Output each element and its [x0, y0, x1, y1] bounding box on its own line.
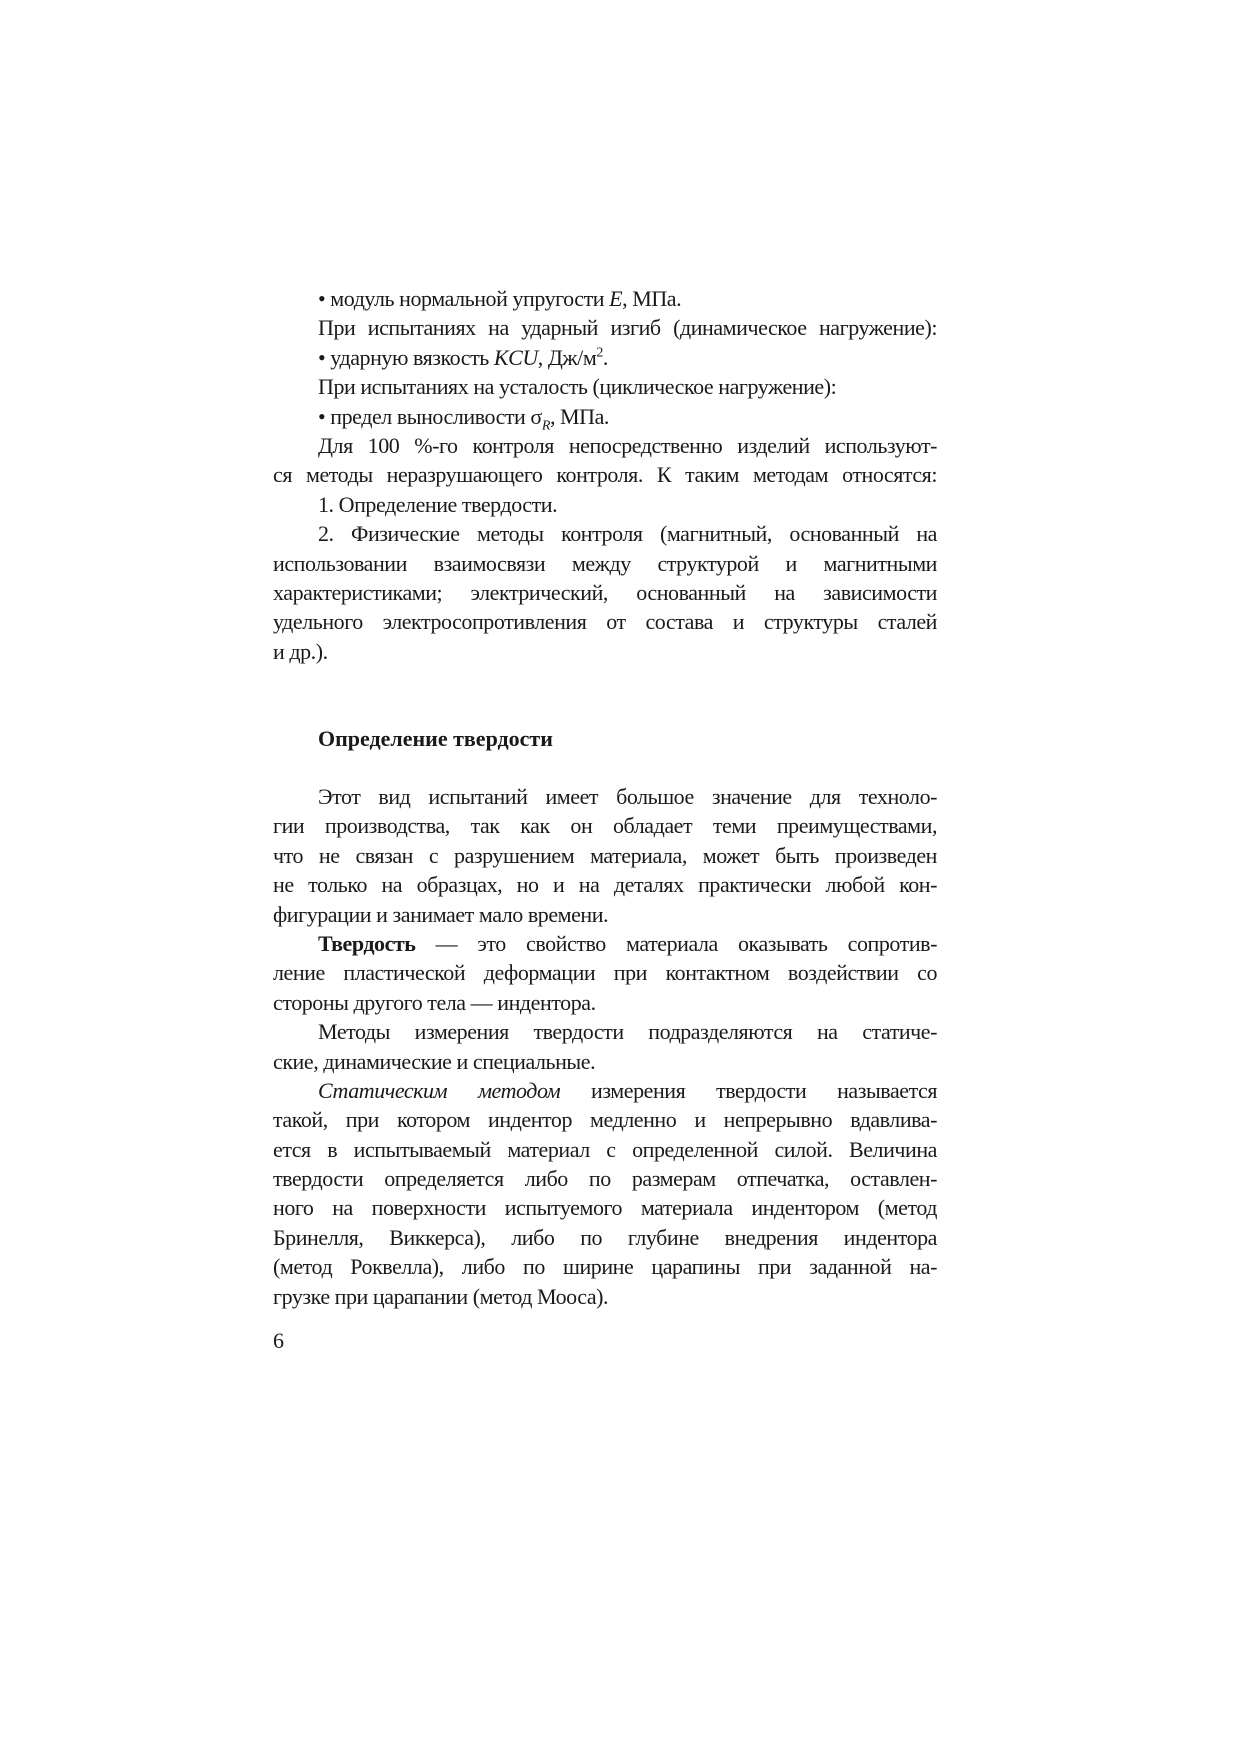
- text-run: удельного электросопротивления от состава и структуры сталей: [273, 609, 937, 635]
- text-line: [273, 607, 937, 636]
- text-line: [273, 1047, 937, 1076]
- text-run: грузке при царапании (метод Мооса).: [273, 1283, 609, 1309]
- text-run: гии производства, так как он обладает теми преимуществами,: [273, 813, 937, 839]
- text-line: [273, 313, 937, 342]
- text-run: Этот вид испытаний имеет большое значение для техноло-: [318, 784, 937, 809]
- text-run: ся методы неразрушающего контроля. К таким методам относятся:: [273, 462, 937, 488]
- text-run: 1. Определение твердости.: [318, 491, 558, 517]
- text-section-1: [273, 284, 937, 666]
- page-number: 6: [273, 1328, 284, 1353]
- text-line: [273, 372, 937, 401]
- text-line: [273, 343, 937, 372]
- text-line: [273, 1017, 937, 1046]
- text-line: [273, 958, 937, 987]
- text-line: [273, 637, 937, 666]
- italic-term: E: [609, 286, 623, 311]
- text-run: использовании взаимосвязи между структурой и магнитными: [273, 550, 937, 576]
- text-run: , МПа.: [622, 286, 682, 311]
- text-run: , Дж/м: [537, 344, 597, 370]
- text-run: — это свойство материала оказывать сопротив-: [415, 930, 937, 956]
- text-run: Бринелля, Виккерса), либо по глубине внедрения индентора: [273, 1224, 937, 1250]
- text-line: [273, 1105, 937, 1134]
- text-line: [273, 811, 937, 840]
- text-run: стороны другого тела — индентора.: [273, 989, 596, 1015]
- text-line: [273, 1193, 937, 1222]
- italic-term: Статическим методом: [318, 1077, 561, 1103]
- text-run: не только на образцах, но и на деталях практически любой кон-: [273, 872, 937, 898]
- text-run: .: [602, 344, 608, 370]
- text-run: Методы измерения твердости подразделяются на статиче-: [318, 1019, 937, 1045]
- text-line: [273, 1135, 937, 1164]
- text-run: что не связан с разрушением материала, может быть произведен: [273, 842, 937, 868]
- text-line: [273, 549, 937, 578]
- text-line: [273, 782, 937, 811]
- superscript: 2: [596, 345, 603, 361]
- text-line: [273, 284, 937, 313]
- text-line: [273, 519, 937, 548]
- text-run: При испытаниях на ударный изгиб (динамическое нагружение):: [318, 315, 937, 341]
- text-line: [273, 841, 937, 870]
- text-run: • ударную вязкость: [318, 344, 494, 370]
- text-run: характеристиками; электрический, основанный на зависимости: [273, 579, 937, 605]
- text-line: [273, 431, 937, 460]
- text-run: и др.).: [273, 638, 328, 664]
- text-line: [273, 1252, 937, 1281]
- text-run: такой, при котором индентор медленно и непрерывно вдавлива-: [273, 1107, 937, 1133]
- text-line: [273, 1223, 937, 1252]
- text-line: [273, 1282, 937, 1311]
- text-run: ного на поверхности испытуемого материала индентором (метод: [273, 1195, 937, 1221]
- text-line: [273, 460, 937, 489]
- text-run: измерения твердости называется: [560, 1077, 937, 1103]
- text-line: [273, 929, 937, 958]
- text-run: фигурации и занимает мало времени.: [273, 901, 609, 927]
- text-run: • модуль нормальной упругости: [318, 286, 610, 311]
- bold-term: Твердость: [318, 930, 416, 956]
- text-line: [273, 900, 937, 929]
- text-run: твердости определяется либо по размерам отпечатка, оставлен-: [273, 1166, 937, 1192]
- text-line: [273, 490, 937, 519]
- text-line: [273, 402, 937, 431]
- text-line: [273, 1164, 937, 1193]
- text-run: Для 100 %-го контроля непосредственно изделий используют-: [318, 432, 937, 458]
- text-run: ется в испытываемый материал с определенной силой. Величина: [273, 1136, 937, 1162]
- text-line: [273, 870, 937, 899]
- text-line: [273, 988, 937, 1017]
- text-run: (метод Роквелла), либо по ширине царапины при заданной на-: [273, 1254, 937, 1280]
- text-section-2: [273, 782, 937, 1311]
- text-run: • предел выносливости σ: [318, 403, 542, 429]
- section-heading: Определение твердости: [318, 726, 553, 751]
- text-run: ские, динамические и специальные.: [273, 1048, 596, 1074]
- text-line: [273, 578, 937, 607]
- text-run: При испытаниях на усталость (циклическое нагружение):: [318, 374, 837, 400]
- italic-term: KCU: [493, 344, 538, 370]
- text-run: , МПа.: [549, 403, 609, 429]
- text-run: ление пластической деформации при контактном воздействии со: [273, 960, 937, 986]
- text-line: [273, 1076, 937, 1105]
- text-run: 2. Физические методы контроля (магнитный, основанный на: [318, 521, 937, 547]
- subscript: R: [541, 417, 550, 433]
